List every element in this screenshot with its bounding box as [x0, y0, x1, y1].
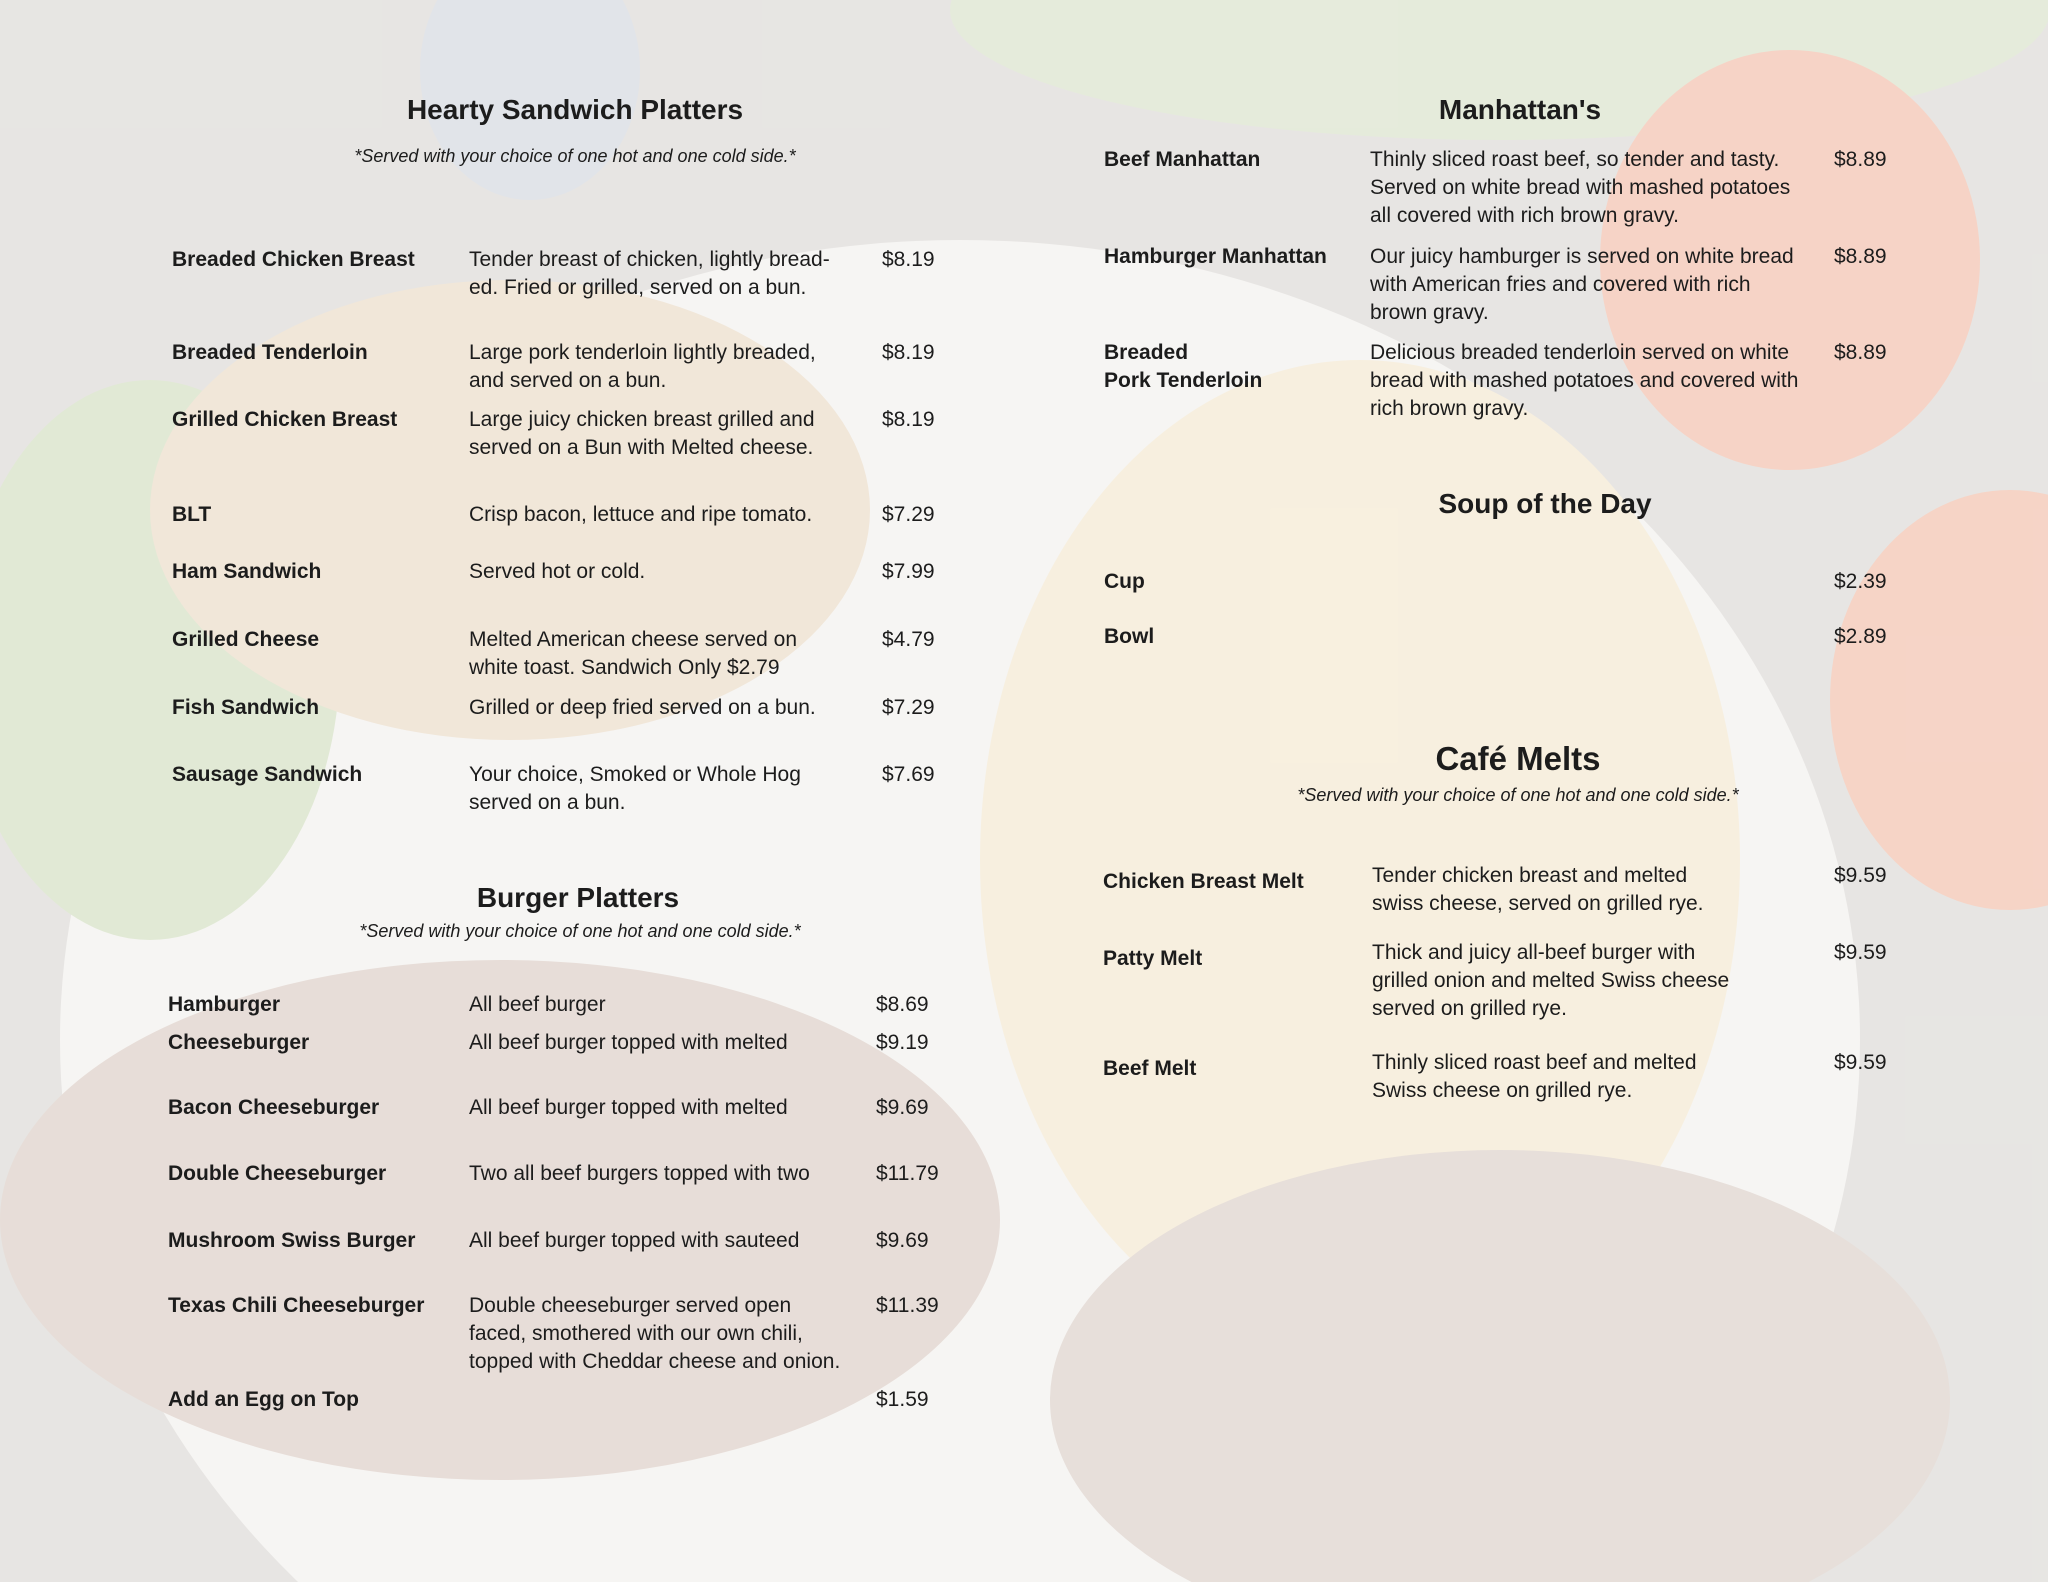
menu-item-desc: Two all beef burgers topped with two [469, 1162, 810, 1185]
menu-item-name: Chicken Breast Melt [1103, 870, 1304, 893]
menu-item-name: Cup [1104, 570, 1145, 593]
menu-item-price: $4.79 [882, 628, 935, 651]
menu-item-name: Sausage Sandwich [172, 763, 363, 786]
soup-section-title: Soup of the Day [1438, 488, 1652, 519]
menu-item-desc: Served hot or cold. [469, 560, 646, 583]
menu-item-name: Grilled Cheese [172, 628, 320, 651]
menu-item-price: $2.89 [1834, 625, 1887, 648]
menu-item-desc: Double cheeseburger served open faced, smothered with our own chili, topped with Cheddar cheese and onion. [469, 1294, 841, 1373]
menu-item-name: Ham Sandwich [172, 560, 322, 583]
menu-item-price: $9.69 [876, 1096, 929, 1119]
menu-item-price: $9.59 [1834, 1051, 1887, 1074]
menu-item-desc: All beef burger topped with sauteed [469, 1229, 800, 1252]
menu-item-desc: Tender chicken breast and melted swiss cheese, served on grilled rye. [1372, 864, 1704, 915]
menu-item-name: Breaded Chicken Breast [172, 248, 415, 271]
menu-item-name: Add an Egg on Top [168, 1388, 359, 1411]
menu-item-desc: Large pork tenderloin lightly breaded, and served on a bun. [469, 341, 816, 392]
menu-item-name: Breaded Pork Tenderloin [1104, 341, 1263, 392]
menu-item-name: Bowl [1104, 625, 1155, 648]
menu-item-name: Beef Manhattan [1104, 148, 1261, 171]
menu-item-name: Texas Chili Cheeseburger [168, 1294, 425, 1317]
menu-item-price: $8.89 [1834, 148, 1887, 171]
menu-item-desc: Melted American cheese served on white toast. Sandwich Only $2.79 [469, 628, 798, 679]
melts-section-title: Café Melts [1435, 740, 1601, 777]
menu-item-name: Grilled Chicken Breast [172, 408, 398, 431]
menu-item-price: $8.89 [1834, 245, 1887, 268]
melts-section-note: *Served with your choice of one hot and one cold side.* [1297, 785, 1739, 805]
menu-item-price: $8.19 [882, 341, 935, 364]
manhattan-section-title: Manhattan's [1438, 94, 1602, 125]
menu-item-name: BLT [172, 503, 212, 526]
menu-item-price: $2.39 [1834, 570, 1887, 593]
menu-item-price: $8.19 [882, 408, 935, 431]
menu-item-name: Bacon Cheeseburger [168, 1096, 380, 1119]
menu-item-price: $7.69 [882, 763, 935, 786]
menu-item-desc: Crisp bacon, lettuce and ripe tomato. [469, 503, 813, 526]
menu-item-price: $7.99 [882, 560, 935, 583]
menu-item-desc: Large juicy chicken breast grilled and served on a Bun with Melted cheese. [469, 408, 815, 459]
menu-item-name: Double Cheeseburger [168, 1162, 387, 1185]
menu-item-price: $8.19 [882, 248, 935, 271]
menu-item-name: Hamburger Manhattan [1104, 245, 1327, 268]
burger-section-title: Burger Platters [476, 882, 680, 913]
menu-item-desc: Our juicy hamburger is served on white bread with American fries and covered with rich brown gravy. [1370, 245, 1794, 324]
menu-item-desc: Thinly sliced roast beef and melted Swiss cheese on grilled rye. [1372, 1051, 1697, 1102]
menu-item-name: Mushroom Swiss Burger [168, 1229, 416, 1252]
burger-section-note: *Served with your choice of one hot and one cold side.* [359, 921, 801, 941]
menu-item-desc: All beef burger topped with melted [469, 1031, 788, 1054]
menu-item-desc: Thick and juicy all-beef burger with grilled onion and melted Swiss cheese served on grilled rye. [1372, 941, 1730, 1020]
menu-item-desc: Grilled or deep fried served on a bun. [469, 696, 816, 719]
menu-item-price: $8.69 [876, 993, 929, 1016]
menu-item-price: $9.69 [876, 1229, 929, 1252]
menu-item-price: $9.59 [1834, 941, 1887, 964]
menu-item-desc: Delicious breaded tenderloin served on white bread with mashed potatoes and covered with rich brown gravy. [1370, 341, 1799, 420]
menu-item-price: $11.79 [876, 1162, 939, 1185]
sandwich-section-title: Hearty Sandwich Platters [406, 94, 744, 125]
menu-item-price: $1.59 [876, 1388, 929, 1411]
menu-item-price: $8.89 [1834, 341, 1887, 364]
menu-item-price: $7.29 [882, 503, 935, 526]
menu-item-desc: Tender breast of chicken, lightly bread- ed. Fried or grilled, served on a bun. [469, 248, 830, 299]
menu-item-price: $7.29 [882, 696, 935, 719]
menu-item-price: $9.59 [1834, 864, 1887, 887]
menu-item-name: Cheeseburger [168, 1031, 310, 1054]
menu-item-name: Beef Melt [1103, 1057, 1197, 1080]
menu-item-name: Breaded Tenderloin [172, 341, 368, 364]
menu-item-desc: Thinly sliced roast beef, so tender and tasty. Served on white bread with mashed potatoes all covered with rich brown gravy. [1370, 148, 1791, 227]
menu-item-desc: All beef burger topped with melted [469, 1096, 788, 1119]
menu-item-desc: Your choice, Smoked or Whole Hog served on a bun. [469, 763, 801, 814]
menu-item-desc: All beef burger [469, 993, 606, 1016]
menu-item-price: $11.39 [876, 1294, 939, 1317]
menu-item-name: Fish Sandwich [172, 696, 320, 719]
sandwich-section-note: *Served with your choice of one hot and one cold side.* [354, 146, 796, 166]
menu-item-name: Hamburger [168, 993, 281, 1016]
menu-item-name: Patty Melt [1103, 947, 1203, 970]
menu-item-price: $9.19 [876, 1031, 929, 1054]
